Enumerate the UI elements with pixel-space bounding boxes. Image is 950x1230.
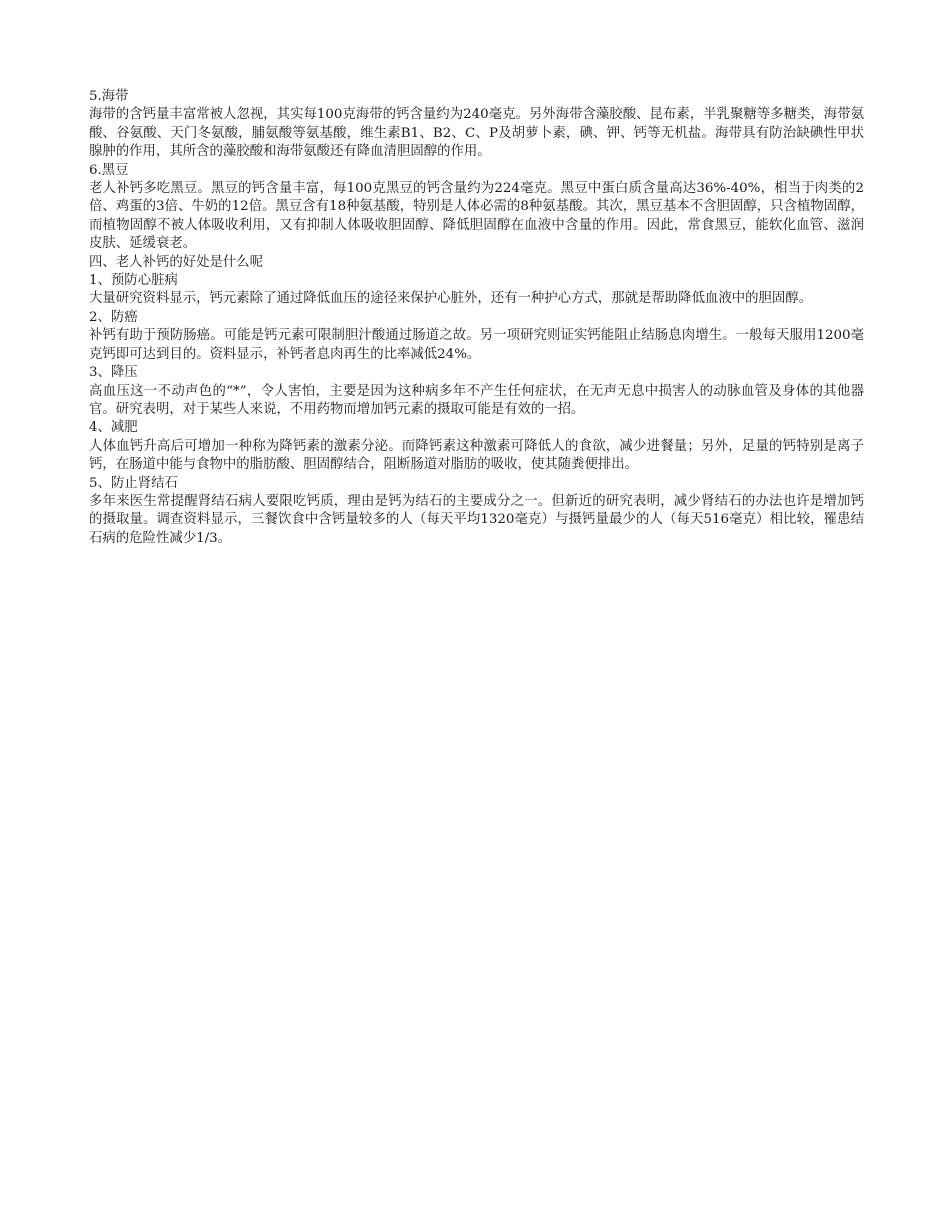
paragraph-weight-loss: 人体血钙升高后可增加一种称为降钙素的激素分泌。而降钙素这种激素可降低人的食欲，减少进餐量；另外，足量的钙特别是离子钙，在肠道中能与食物中的脂肪酸、胆固醇结合，阻断肠道对脂肪的吸收，使其随粪便排出。 xyxy=(89,438,864,473)
subheading-heart-disease: 1、预防心脏病 xyxy=(89,273,178,289)
paragraph-heart-disease: 大量研究资料显示，钙元素除了通过降低血压的途径来保护心脏外，还有一种护心方式，那就是帮助降低血液中的胆固醇。 xyxy=(89,291,813,307)
paragraph-kelp: 海带的含钙量丰富常被人忽视，其实每100克海带的钙含量约为240毫克。另外海带含藻胶酸、昆布素，半乳聚糖等多糖类，海带氨酸、谷氨酸、天门冬氨酸，脯氨酸等氨基酸，维生素B1、B2、C、P及胡萝卜素，碘、钾、钙等无机盐。海带具有防治缺碘性甲状腺肿的作用，其所含的藻胶酸和海带氨酸还有降血清胆固醇的作用。 xyxy=(89,107,864,160)
paragraph-kidney-stone: 多年来医生常提醒肾结石病人要限吃钙质，理由是钙为结石的主要成分之一。但新近的研究表明，减少肾结石的办法也许是增加钙的摄取量。调查资料显示，三餐饮食中含钙量较多的人（每天平均1320毫克）与摄钙量最少的人（每天516毫克）相比较，罹患结石病的危险性减少1/3。 xyxy=(89,493,864,546)
paragraph-blood-pressure: 高血压这一不动声色的“*”，令人害怕，主要是因为这种病多年不产生任何症状，在无声无息中损害人的动脉血管及身体的其他器官。研究表明，对于某些人来说，不用药物而增加钙元素的摄取可能是有效的一招。 xyxy=(89,383,864,417)
subheading-cancer: 2、防癌 xyxy=(89,309,138,325)
paragraph-black-bean: 老人补钙多吃黑豆。黑豆的钙含量丰富，每100克黑豆的钙含量约为224毫克。黑豆中蛋白质含量高达36%-40%，相当于肉类的2倍、鸡蛋的3倍、牛奶的12倍。黑豆含有18种氨基酸，特别是人体必需的8种氨基酸。其次，黑豆基本不含胆固醇，只含植物固醇，而植物固醇不被人体吸收利用，又有抑制人体吸收胆固醇、降低胆固醇在血液中含量的作用。因此，常食黑豆，能软化血管、滋润皮肤、延缓衰老。 xyxy=(89,181,864,252)
section-heading-black-bean: 6.黑豆 xyxy=(89,162,129,178)
subheading-blood-pressure: 3、降压 xyxy=(89,365,138,381)
subheading-kidney-stone: 5、防止肾结石 xyxy=(89,475,178,491)
section-heading-kelp: 5.海带 xyxy=(89,89,129,104)
document-body xyxy=(89,88,864,548)
subheading-weight-loss: 4、减肥 xyxy=(89,420,138,436)
paragraph-cancer: 补钙有助于预防肠癌。可能是钙元素可限制胆汁酸通过肠道之故。另一项研究则证实钙能阻止结肠息肉增生。一般每天服用1200毫克钙即可达到目的。资料显示，补钙者息肉再生的比率减低24%。 xyxy=(89,328,864,362)
section-heading-benefits: 四、老人补钙的好处是什么呢 xyxy=(89,254,264,270)
